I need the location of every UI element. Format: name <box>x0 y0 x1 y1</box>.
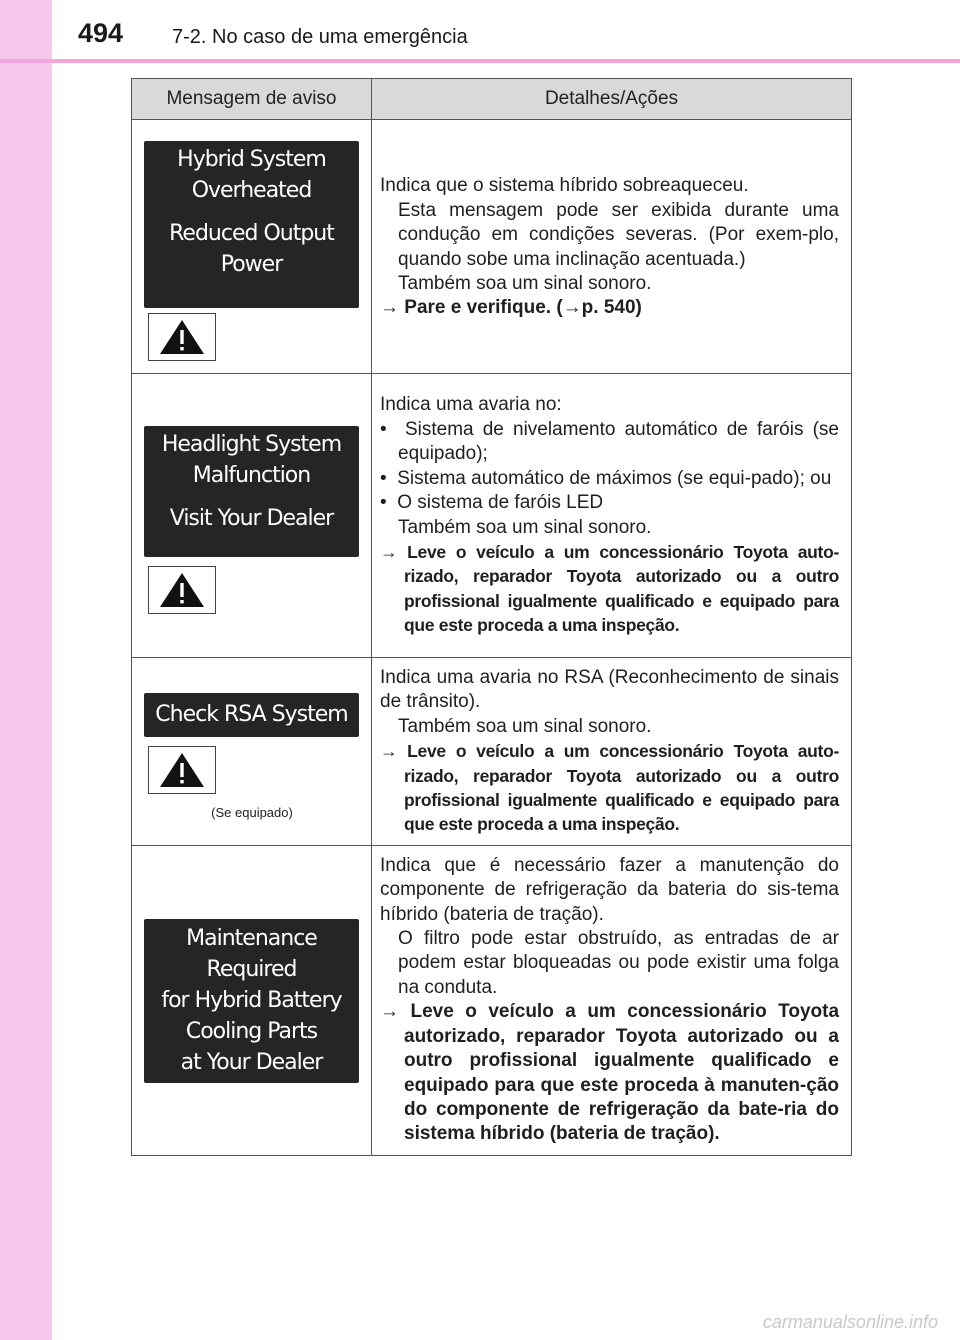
display-line: Required <box>206 956 297 982</box>
detail-bullet <box>380 418 839 467</box>
display-line: Maintenance <box>186 925 317 951</box>
details-cell <box>372 374 852 658</box>
display-line: at Your Dealer <box>180 1049 323 1075</box>
arrow-icon: → <box>380 541 398 562</box>
detail-note: O filtro pode estar obstruído, as entradas de ar podem estar bloqueadas ou pode existir uma folga na conduta. <box>398 928 839 998</box>
equipped-note: (Se equipado) <box>211 805 293 820</box>
display-line: Cooling Parts <box>185 1018 318 1044</box>
message-cell <box>132 120 372 374</box>
display-message-hybrid-battery-maintenance <box>144 919 359 1083</box>
side-color-strip <box>0 0 52 1340</box>
detail-sound: Também soa um sinal sonoro. <box>398 272 652 294</box>
bullet-icon: • <box>380 467 387 489</box>
section-title: 7-2. No caso de uma emergência <box>172 26 468 48</box>
action-text: Pare e verifique. (→p. 540) <box>404 297 642 319</box>
display-line: Visit Your Dealer <box>169 506 334 531</box>
display-line: Check RSA System <box>155 702 348 727</box>
warning-triangle-icon <box>148 313 216 361</box>
arrow-icon: → <box>380 1001 399 1023</box>
table-row <box>132 658 852 846</box>
display-line: for Hybrid Battery <box>161 987 342 1013</box>
details-cell <box>372 658 852 846</box>
display-message-hybrid-overheated <box>144 141 359 308</box>
display-message-check-rsa <box>144 693 359 737</box>
table-row <box>132 120 852 374</box>
detail-action <box>380 739 839 837</box>
arrow-icon: → <box>380 297 399 319</box>
display-message-headlight-malfunction <box>144 426 359 557</box>
action-text: Leve o veículo a um concessionário Toyota auto-rizado, reparador Toyota autorizado ou a outro profissional igualmente qualificado e equipado para que este proceda a uma inspeção. <box>404 541 839 636</box>
column-header-details: Detalhes/Ações <box>372 79 852 120</box>
warning-messages-table <box>131 78 852 1156</box>
detail-intro: Indica que é necessário fazer a manutenção do componente de refrigeração da bateria do sis-tema híbrido (bateria de tração). <box>380 854 839 925</box>
bullet-icon: • <box>380 492 387 514</box>
table-row <box>132 845 852 1155</box>
display-line: Headlight System <box>161 432 342 457</box>
detail-action <box>380 1000 839 1146</box>
detail-intro: Indica uma avaria no RSA (Reconhecimento de sinais de trânsito). <box>380 667 839 713</box>
detail-sound: Também soa um sinal sonoro. <box>398 516 652 538</box>
detail-sound: Também soa um sinal sonoro. <box>398 715 652 737</box>
message-cell <box>132 845 372 1155</box>
arrow-icon: → <box>380 741 398 762</box>
detail-intro: Indica que o sistema híbrido sobreaqueceu. <box>380 175 749 197</box>
bullet-icon: • <box>380 418 387 440</box>
message-cell <box>132 374 372 658</box>
display-line: Reduced Output <box>169 221 334 246</box>
watermark: carmanualsonline.info <box>762 1312 938 1332</box>
header-divider <box>0 59 960 63</box>
message-cell <box>132 658 372 846</box>
display-line: Power <box>220 252 283 277</box>
bullet-text: Sistema automático de máximos (se equi-pado); ou <box>397 467 832 489</box>
details-cell <box>372 120 852 374</box>
warning-triangle-icon <box>148 566 216 614</box>
page-number: 494 <box>78 18 124 48</box>
display-line: Malfunction <box>192 463 311 488</box>
display-line: Overheated <box>191 178 312 203</box>
detail-bullet <box>380 467 839 491</box>
details-cell <box>372 845 852 1155</box>
bullet-text: O sistema de faróis LED <box>397 492 604 514</box>
detail-intro: Indica uma avaria no: <box>380 394 562 416</box>
detail-note: Esta mensagem pode ser exibida durante uma condução em condições severas. (Por exem-plo, quando sobe uma inclinação acentuada.) <box>398 199 839 270</box>
detail-action <box>380 540 839 638</box>
table-header-row <box>132 79 852 120</box>
table-row <box>132 374 852 658</box>
warning-triangle-icon <box>148 746 216 794</box>
detail-bullet <box>380 491 839 515</box>
column-header-message: Mensagem de aviso <box>132 79 372 120</box>
detail-action <box>380 296 839 320</box>
action-text: Leve o veículo a um concessionário Toyota auto-rizado, reparador Toyota autorizado ou a outro profissional igualmente qualificado e equipado para que este proceda a uma inspeção. <box>404 741 839 835</box>
bullet-text: Sistema de nivelamento automático de faróis (se equipado); <box>398 418 839 465</box>
display-line: Hybrid System <box>177 147 326 172</box>
action-text: Leve o veículo a um concessionário Toyota autorizado, reparador Toyota autorizado ou a outro profissional igualmente qualificado e equipado para que este proceda à manuten-ção do componente de refrigeração da bate-ria do sistema híbrido (bateria de tração). <box>404 1001 840 1145</box>
